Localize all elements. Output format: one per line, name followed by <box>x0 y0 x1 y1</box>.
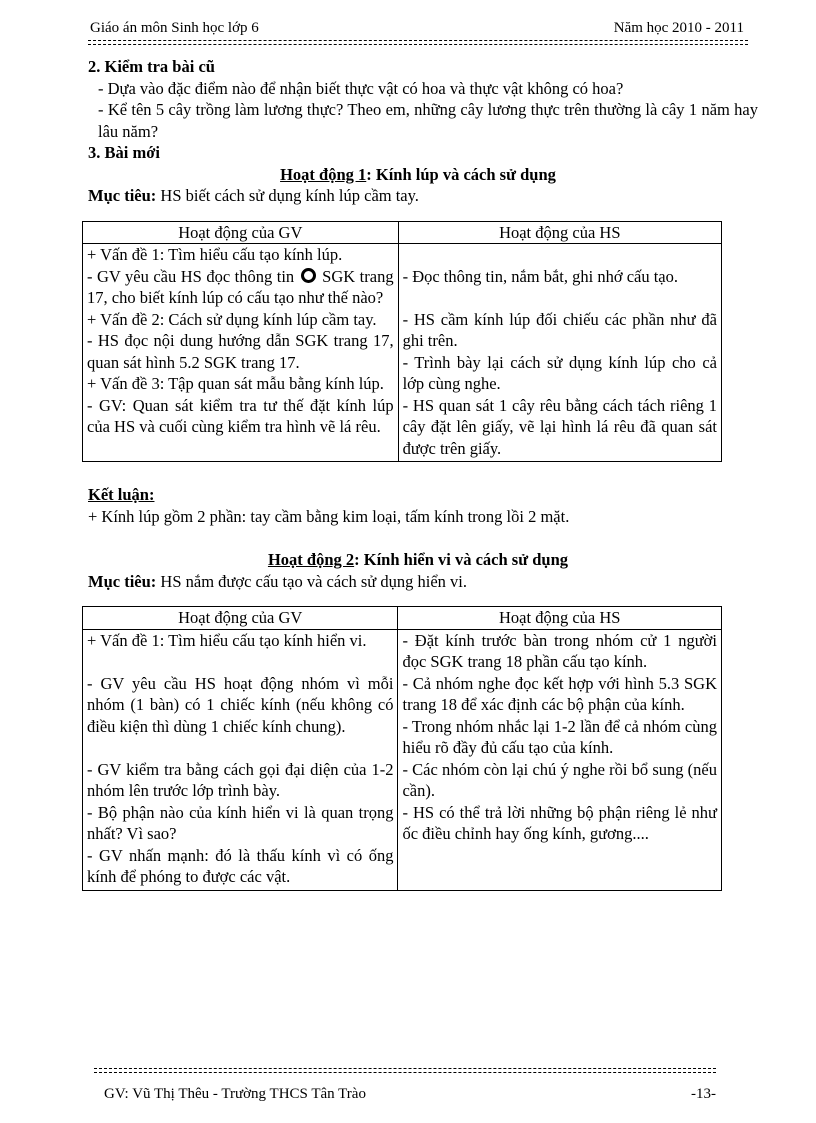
a2-gv-line: - GV yêu cầu HS hoạt động nhóm vì mỗi nhóm (1 bàn) có 1 chiếc kính (nếu không có điều kiện thì dùng 1 chiếc kính chung). <box>87 673 394 736</box>
a1-hs-line: - Trình bày lại cách sử dụng kính lúp cho cả lớp cùng nghe. <box>402 352 717 393</box>
activity-1-goal <box>88 185 758 207</box>
a1-gv-line-part: SGK trang 17, cho biết kính lúp có cấu tạo như thế nào? <box>87 266 394 307</box>
review-question-2: - Kể tên 5 cây trồng làm lương thực? Theo em, những cây lương thực trên thường là cây 1 năm hay lâu năm? <box>98 100 758 141</box>
footer-teacher: GV: Vũ Thị Thêu - Trường THCS Tân Trào <box>104 1086 366 1102</box>
info-circle-icon <box>301 268 316 283</box>
activity-2-table <box>82 606 722 891</box>
activity-2-col-hs: Hoạt động của HS <box>398 607 722 630</box>
a2-gv-line: + Vấn đề 1: Tìm hiểu cấu tạo kính hiển vi. <box>87 630 367 650</box>
a2-gv-line: - GV kiểm tra bằng cách gọi đại diện của 1-2 nhóm lên trước lớp trình bày. <box>87 759 394 800</box>
document-body <box>88 56 758 891</box>
review-question-1: - Dựa vào đặc điểm nào để nhận biết thực vật có hoa và thực vật không có hoa? <box>98 78 624 98</box>
activity-1-table <box>82 221 722 463</box>
header-divider <box>88 40 748 45</box>
a2-hs-line: - HS có thể trả lời những bộ phận riêng lẻ như ốc điều chỉnh hay ống kính, gương.... <box>402 802 717 843</box>
conclusion-label: Kết luận: <box>88 485 155 504</box>
a2-gv-line: - Bộ phận nào của kính hiển vi là quan trọng nhất? Vì sao? <box>87 802 394 843</box>
activity-1-col-hs: Hoạt động của HS <box>398 221 721 244</box>
page-number: -13- <box>691 1086 716 1102</box>
activity-1-goal-text: HS biết cách sử dụng kính lúp cầm tay. <box>156 186 419 205</box>
activity-1-gv-cell <box>83 244 399 462</box>
a1-gv-line <box>87 266 394 309</box>
header-course: Giáo án môn Sinh học lớp 6 <box>90 20 259 36</box>
page-footer <box>104 1086 716 1106</box>
activity-2-col-gv: Hoạt động của GV <box>83 607 398 630</box>
a1-gv-line: - GV: Quan sát kiểm tra tư thế đặt kính lúp của HS và cuối cùng kiểm tra hình vẽ lá rêu. <box>87 395 394 436</box>
a1-hs-line: - HS cầm kính lúp đối chiếu các phần như đã ghi trên. <box>402 309 717 350</box>
footer-divider <box>94 1068 716 1073</box>
activity-2-title-label: Hoạt động 2 <box>267 550 355 569</box>
a1-gv-line: + Vấn đề 1: Tìm hiểu cấu tạo kính lúp. <box>87 245 343 264</box>
a1-hs-line: - Đọc thông tin, nắm bắt, ghi nhớ cấu tạo. <box>402 266 678 286</box>
a2-gv-line: - GV nhấn mạnh: đó là thấu kính vì có ống kính để phóng to được các vật. <box>87 845 394 886</box>
activity-2-gv-cell <box>83 629 398 890</box>
a2-hs-line: - Các nhóm còn lại chú ý nghe rồi bổ sung (nếu cần). <box>402 759 717 800</box>
activity-2-title <box>88 549 748 571</box>
activity-2-goal <box>88 571 758 593</box>
a2-hs-line: - Đặt kính trước bàn trong nhóm cử 1 người đọc SGK trang 18 phần cấu tạo kính. <box>402 630 717 671</box>
activity-2-title-text: : Kính hiển vi và cách sử dụng <box>354 550 569 569</box>
a2-hs-line: - Trong nhóm nhắc lại 1-2 lần để cả nhóm cùng hiểu rõ đầy đủ cấu tạo của kính. <box>402 716 717 757</box>
a1-gv-line: + Vấn đề 3: Tập quan sát mẫu bằng kính lúp. <box>87 374 384 393</box>
conclusion-text: + Kính lúp gồm 2 phần: tay cầm bằng kim loại, tấm kính trong lồi 2 mặt. <box>88 506 570 526</box>
activity-1-title <box>88 164 748 186</box>
page-header <box>88 20 748 42</box>
header-school-year: Năm học 2010 - 2011 <box>613 20 744 36</box>
a2-hs-line: - Cả nhóm nghe đọc kết hợp với hình 5.3 SGK trang 18 để xác định các bộ phận của kính. <box>402 673 717 714</box>
activity-1-col-gv: Hoạt động của GV <box>83 221 399 244</box>
activity-2-goal-text: HS nắm được cấu tạo và cách sử dụng hiển vi. <box>156 571 467 591</box>
activity-1-title-text: : Kính lúp và cách sử dụng <box>366 164 556 184</box>
section-2-title: 2. Kiểm tra bài cũ <box>88 57 215 76</box>
a1-gv-line: + Vấn đề 2: Cách sử dụng kính lúp cầm tay. <box>87 309 377 329</box>
a1-gv-line: - HS đọc nội dung hướng dẫn SGK trang 17, quan sát hình 5.2 SGK trang 17. <box>87 331 394 372</box>
a1-hs-line: - HS quan sát 1 cây rêu bằng cách tách riêng 1 cây đặt lên giấy, vẽ lại hình lá rêu đã quan sát được trên giấy. <box>402 395 717 458</box>
a1-gv-line-part: - GV yêu cầu HS đọc thông tin <box>87 266 295 286</box>
activity-1-hs-cell <box>398 244 721 462</box>
activity-1-title-label: Hoạt động 1 <box>280 164 367 184</box>
activity-1-goal-label: Mục tiêu: <box>88 186 157 205</box>
activity-2-hs-cell <box>398 629 722 890</box>
activity-2-goal-label: Mục tiêu: <box>88 571 157 591</box>
section-3-title: 3. Bài mới <box>88 143 160 162</box>
